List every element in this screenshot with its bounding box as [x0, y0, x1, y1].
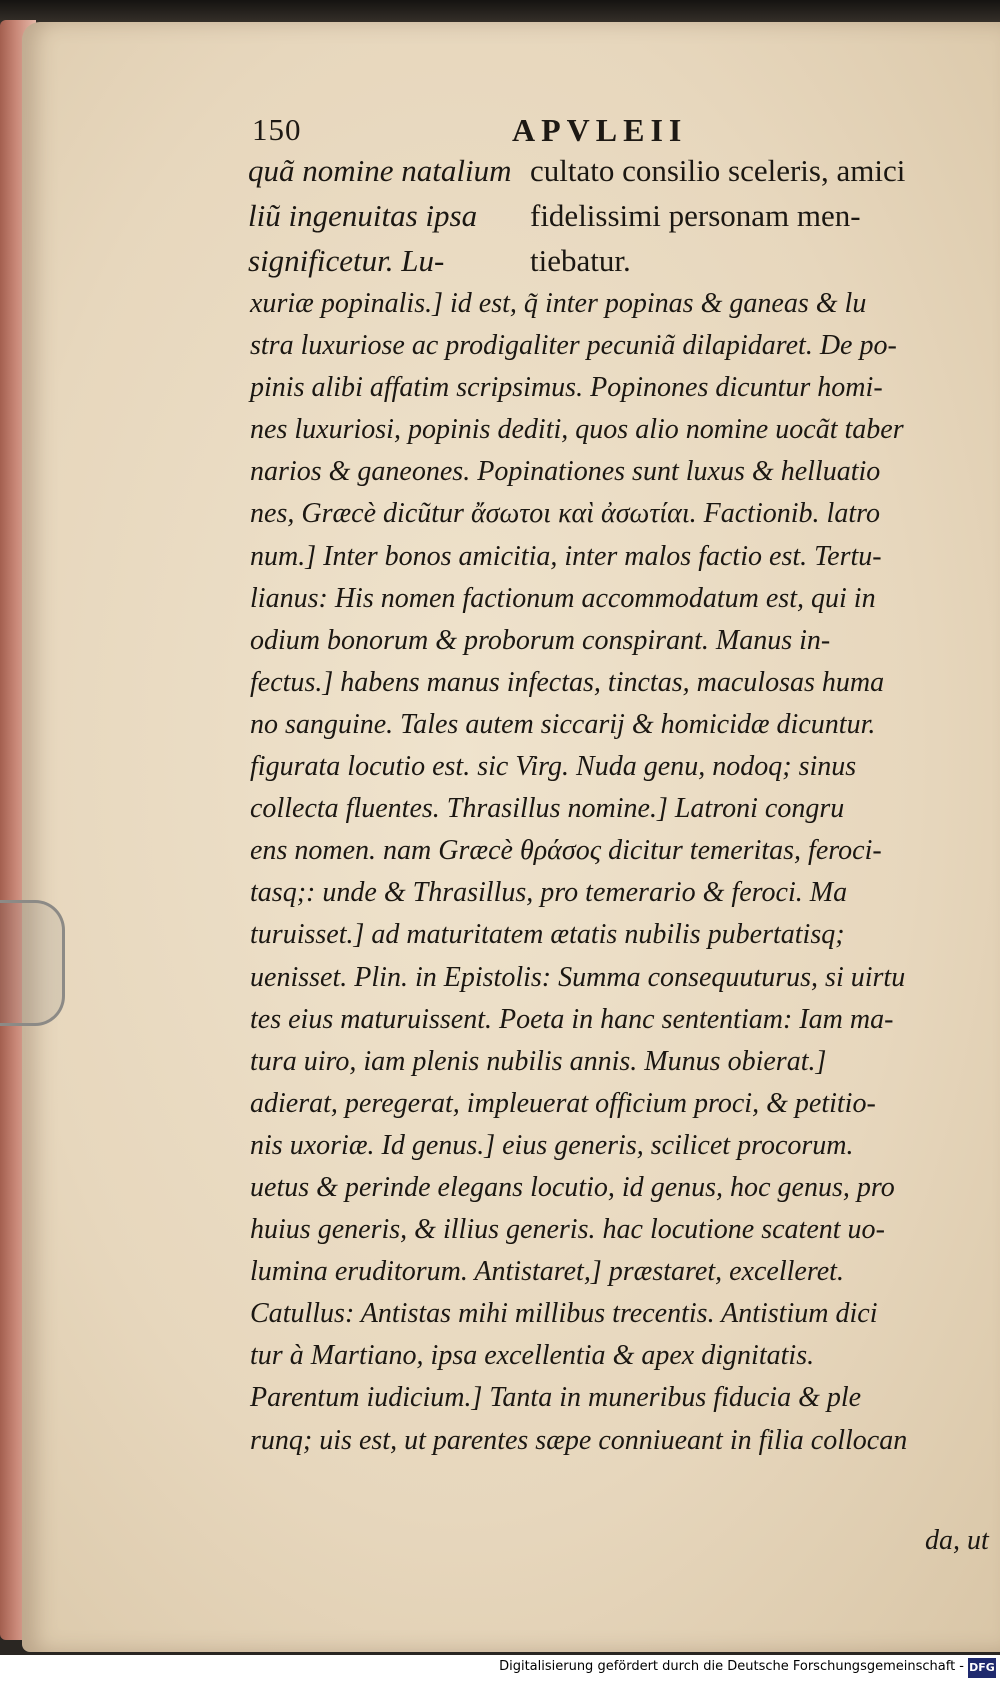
text-line: Parentum iudicium.] Tanta in muneribus fiducia & ple [250, 1381, 862, 1414]
text-line: huius generis, & illius generis. hac locutione scatent uo- [250, 1213, 885, 1246]
right-column-line: tiebatur. [530, 243, 631, 278]
left-column-block [248, 148, 512, 283]
left-column-line: liũ ingenuitas ipsa [248, 198, 478, 233]
right-column-line: fidelissimi personam men- [530, 198, 861, 233]
text-line: narios & ganeones. Popinationes sunt luxus & helluatio [250, 455, 881, 488]
text-line: figurata locutio est. sic Virg. Nuda genu, nodoq; sinus [250, 750, 857, 783]
right-column-block [530, 148, 990, 283]
funding-credit: Digitalisierung gefördert durch die Deutsche Forschungsgemeinschaft - [499, 1659, 964, 1674]
text-line: turuisset.] ad maturitatem ætatis nubilis pubertatisq; [250, 918, 845, 951]
text-line: fectus.] habens manus infectas, tinctas, maculosas huma [250, 665, 885, 698]
text-line: nes luxuriosi, popinis dediti, quos alio nomine uocãt taber [250, 413, 904, 446]
text-line: odium bonorum & proborum conspirant. Manus in- [250, 623, 831, 656]
text-line: tes eius maturuissent. Poeta in hanc sententiam: Iam ma- [250, 1002, 894, 1035]
catchword: da, ut [925, 1525, 989, 1556]
commentary-body [250, 282, 995, 1461]
text-line: uetus & perinde elegans locutio, id genus, hoc genus, pro [250, 1170, 895, 1203]
text-line: tur à Martiano, ipsa excellentia & apex dignitatis. [250, 1339, 815, 1372]
dfg-logo: DFG [968, 1658, 996, 1678]
text-line: tasq;: unde & Thrasillus, pro temerario & feroci. Ma [250, 876, 848, 909]
text-line: ens nomen. nam Græcè θράσος dicitur temeritas, feroci- [250, 834, 882, 867]
text-line: lianus: His nomen factionum accommodatum est, qui in [250, 581, 876, 614]
text-line: adierat, peregerat, impleuerat officium proci, & petitio- [250, 1086, 876, 1119]
text-line: pinis alibi affatim scripsimus. Popinones dicuntur homi- [250, 371, 883, 404]
left-column-line: quã nomine natalium [248, 153, 512, 188]
page-clip [0, 900, 65, 1026]
left-column-line: significetur. Lu- [248, 243, 445, 278]
text-line: Catullus: Antistas mihi millibus trecentis. Antistium dici [250, 1297, 878, 1330]
text-line: nes, Græcè dicũtur ἄσωτοι καὶ ἀσωτίαι. Factionib. latro [250, 497, 881, 530]
running-title: APVLEII [512, 112, 688, 148]
page-number: 150 [252, 112, 302, 147]
text-line: stra luxuriose ac prodigaliter pecuniã dilapidaret. De po- [250, 329, 897, 362]
text-line: xuriæ popinalis.] id est, q̃ inter popinas & ganeas & lu [250, 287, 867, 319]
text-line: collecta fluentes. Thrasillus nomine.] Latroni congru [250, 792, 845, 825]
text-line: nis uxoriæ. Id genus.] eius generis, scilicet procorum. [250, 1128, 854, 1161]
text-line: uenisset. Plin. in Epistolis: Summa consequuturus, si uirtu [250, 960, 906, 993]
text-line: no sanguine. Tales autem siccarij & homicidæ dicuntur. [250, 707, 876, 740]
text-line: tura uiro, iam plenis nubilis annis. Munus obierat.] [250, 1044, 827, 1077]
text-line: runq; uis est, ut parentes sæpe conniueant in filia collocan [250, 1423, 908, 1456]
text-line: num.] Inter bonos amicitia, inter malos factio est. Tertu- [250, 539, 882, 572]
footer-bar [0, 1655, 1000, 1683]
right-column-line: cultato consilio sceleris, amici [530, 153, 906, 188]
text-line: lumina eruditorum. Antistaret,] præstaret, excelleret. [250, 1255, 844, 1288]
